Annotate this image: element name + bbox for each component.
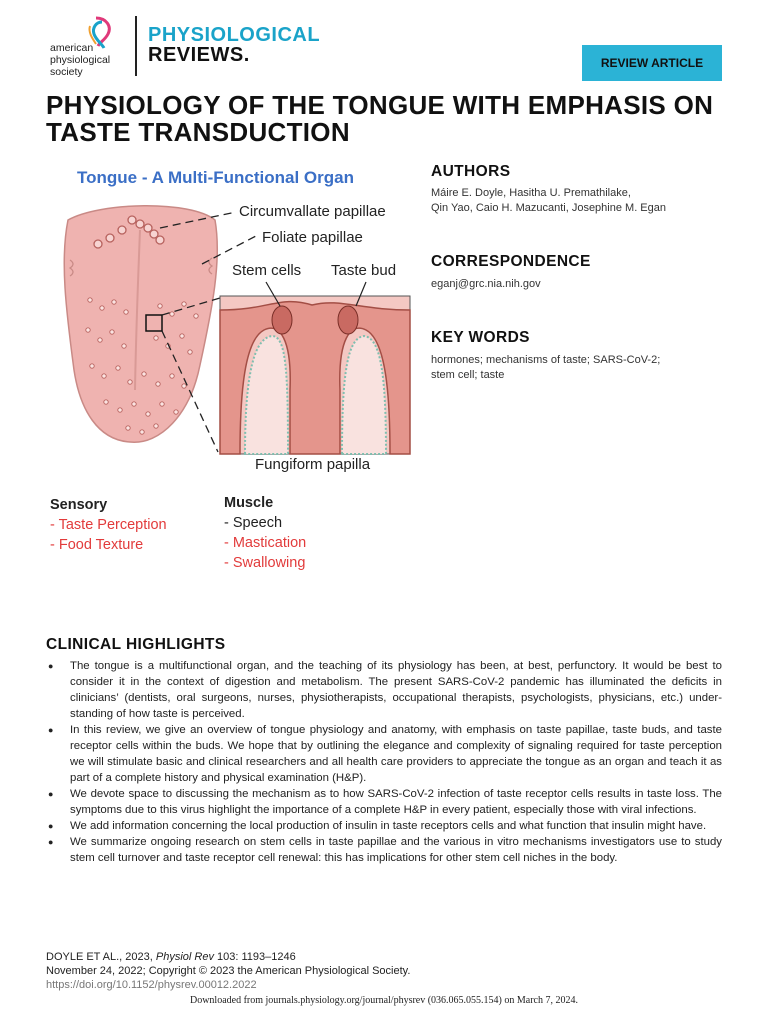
list-item: ● We add information concerning the local production of insulin in taste receptors cells and what function that insulin might have. xyxy=(46,818,722,834)
journal-name-line1: PHYSIOLOGICAL xyxy=(148,24,321,46)
list-item: ● In this review, we give an overview of tongue physiology and anatomy, with emphasis on taste papillae, taste buds, and taste receptor cells within the buds. We hope that by outlining the elegance and complexity of signaling required for taste perception we will stimulate basic and clinical researchers and all health care providers to appreciate the tongue as an organ and teach it as part of a complete history and physical examination (H&P). xyxy=(46,722,722,786)
keywords-heading: KEY WORDS xyxy=(431,329,530,346)
label-foliate-papillae: Foliate papillae xyxy=(262,229,363,246)
label-circumvallate-papillae: Circumvallate papillae xyxy=(239,203,386,220)
figure-title: Tongue - A Multi-Functional Organ xyxy=(77,168,354,187)
citation-copyright: November 24, 2022; Copyright © 2023 the American Physiological Society. xyxy=(46,965,411,977)
authors-line: Máire E. Doyle, Hasitha U. Premathilake, xyxy=(431,187,631,199)
publisher-name xyxy=(50,42,134,78)
muscle-item: - Mastication xyxy=(224,535,307,551)
doi-link[interactable]: https://doi.org/10.1152/physrev.00012.2022 xyxy=(46,979,257,991)
muscle-item: - Swallowing xyxy=(224,555,306,571)
sensory-heading: Sensory xyxy=(50,497,108,513)
label-taste-bud: Taste bud xyxy=(331,262,397,279)
publisher-line: physiological xyxy=(50,54,111,66)
taste-bud-left xyxy=(272,306,292,334)
citation-journal: Physiol Rev xyxy=(155,951,214,963)
muscle-functions xyxy=(224,493,306,573)
download-notice: Downloaded from journals.physiology.org/journal/physrev (036.065.055.154) on March 7, 2024. xyxy=(189,995,578,1006)
muscle-heading: Muscle xyxy=(224,495,274,511)
list-item: ● We summarize ongoing research on stem cells in taste papillae and the various in vitro mechanisms investigators use to study stem cell turnover and taste receptor cell renewal: this has implications for other stem cell niches in the body. xyxy=(46,834,722,866)
muscle-item: - Speech xyxy=(224,515,283,531)
journal-name-line2: REVIEWS. xyxy=(148,44,250,66)
tongue-shape xyxy=(64,206,217,442)
article-title: PHYSIOLOGY OF THE TONGUE WITH EMPHASIS ON TASTE TRANSDUCTION xyxy=(46,90,714,147)
authors-list xyxy=(431,186,731,216)
citation-volume: 103: 1193–1246 xyxy=(213,951,296,963)
label-stem-cells: Stem cells xyxy=(232,262,302,279)
citation-authors: DOYLE ET AL., 2023, xyxy=(46,951,156,963)
clinical-highlights-list xyxy=(46,658,722,866)
sensory-item: - Taste Perception xyxy=(50,517,167,533)
citation-line xyxy=(46,951,296,963)
publisher-line: society xyxy=(50,66,83,78)
publisher-line: american xyxy=(50,42,94,54)
label-fungiform-papilla: Fungiform papilla xyxy=(255,456,371,473)
sensory-item: - Food Texture xyxy=(50,537,144,553)
list-item: ● We devote space to discussing the mechanism as to how SARS-CoV-2 infection of taste receptor cells results in taste loss. The symptoms due to this virus highlight the importance of a complete H&P in every patient, especially those with viral infections. xyxy=(46,786,722,818)
clinical-highlights-heading: CLINICAL HIGHLIGHTS xyxy=(46,636,226,653)
sensory-functions xyxy=(50,495,167,555)
correspondence-heading: CORRESPONDENCE xyxy=(431,253,591,270)
keywords-list xyxy=(431,353,731,383)
keywords-line: stem cell; taste xyxy=(431,369,505,381)
correspondence-email[interactable]: eganj@grc.nia.nih.gov xyxy=(431,278,541,290)
keywords-line: hormones; mechanisms of taste; SARS-CoV-2; xyxy=(431,354,661,366)
taste-bud-right xyxy=(338,306,358,334)
authors-heading: AUTHORS xyxy=(431,163,511,180)
list-item: ● The tongue is a multifunctional organ, and the teaching of its physiology has been, at best, perfunctory. It would be best to consider it in the context of digestion and metabolism. The present SARS-CoV-2 pandemic has illuminated the deficits in clinicians’ (dentists, oral surgeons, nurses, physiotherapists, occupational therapists, psychologists, physicians, etc.) under-standing of how taste is perceived. xyxy=(46,658,722,722)
article-type-badge: REVIEW ARTICLE xyxy=(582,45,722,81)
authors-line: Qin Yao, Caio H. Mazucanti, Josephine M. Egan xyxy=(431,202,666,214)
header-divider xyxy=(135,16,137,76)
tongue-illustration xyxy=(40,190,440,490)
